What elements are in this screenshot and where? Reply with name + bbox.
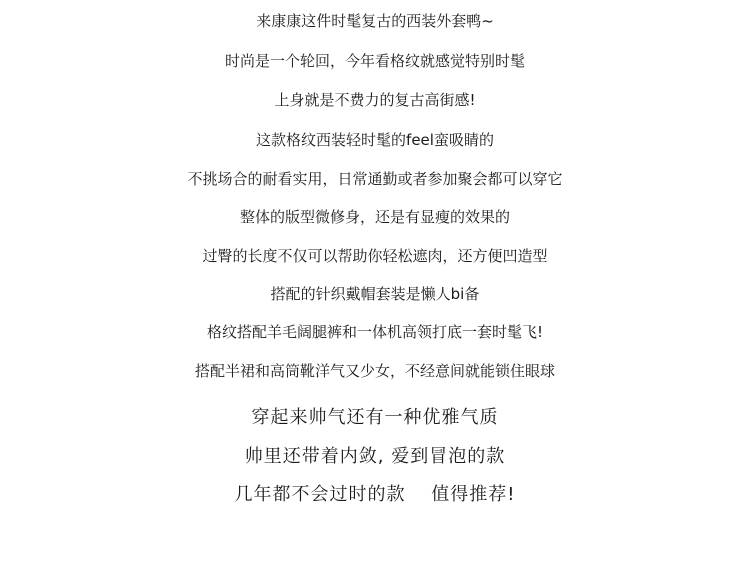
text-line: 时尚是一个轮回，今年看格纹就感觉特别时髦: [224, 52, 525, 70]
closing-line: 帅里还带着内敛, 爱到冒泡的款: [244, 446, 506, 467]
text-line: 整体的版型微修身，还是有显瘦的效果的: [239, 208, 510, 226]
text-line: 来康康这件时髦复古的西装外套鸭~: [256, 12, 494, 30]
text-line: 过臀的长度不仅可以帮助你轻松遮肉，还方便凹造型: [202, 247, 548, 265]
text-line: 搭配的针织戴帽套装是懒人bi备: [270, 285, 480, 303]
text-line: 上身就是不费力的复古高街感!: [274, 91, 476, 109]
text-line: 这款格纹西装轻时髦的feel蛮吸睛的: [256, 131, 494, 149]
text-line: 搭配半裙和高筒靴洋气又少女，不经意间就能锁住眼球: [194, 362, 555, 380]
closing-line: 几年都不会过时的款 值得推荐!: [234, 484, 516, 505]
text-line: 不挑场合的耐看实用，日常通勤或者参加聚会都可以穿它: [187, 170, 563, 188]
text-line: 格纹搭配羊毛阔腿裤和一体机高领打底一套时髦飞!: [206, 323, 543, 341]
closing-line: 穿起来帅气还有一种优雅气质: [251, 407, 499, 428]
